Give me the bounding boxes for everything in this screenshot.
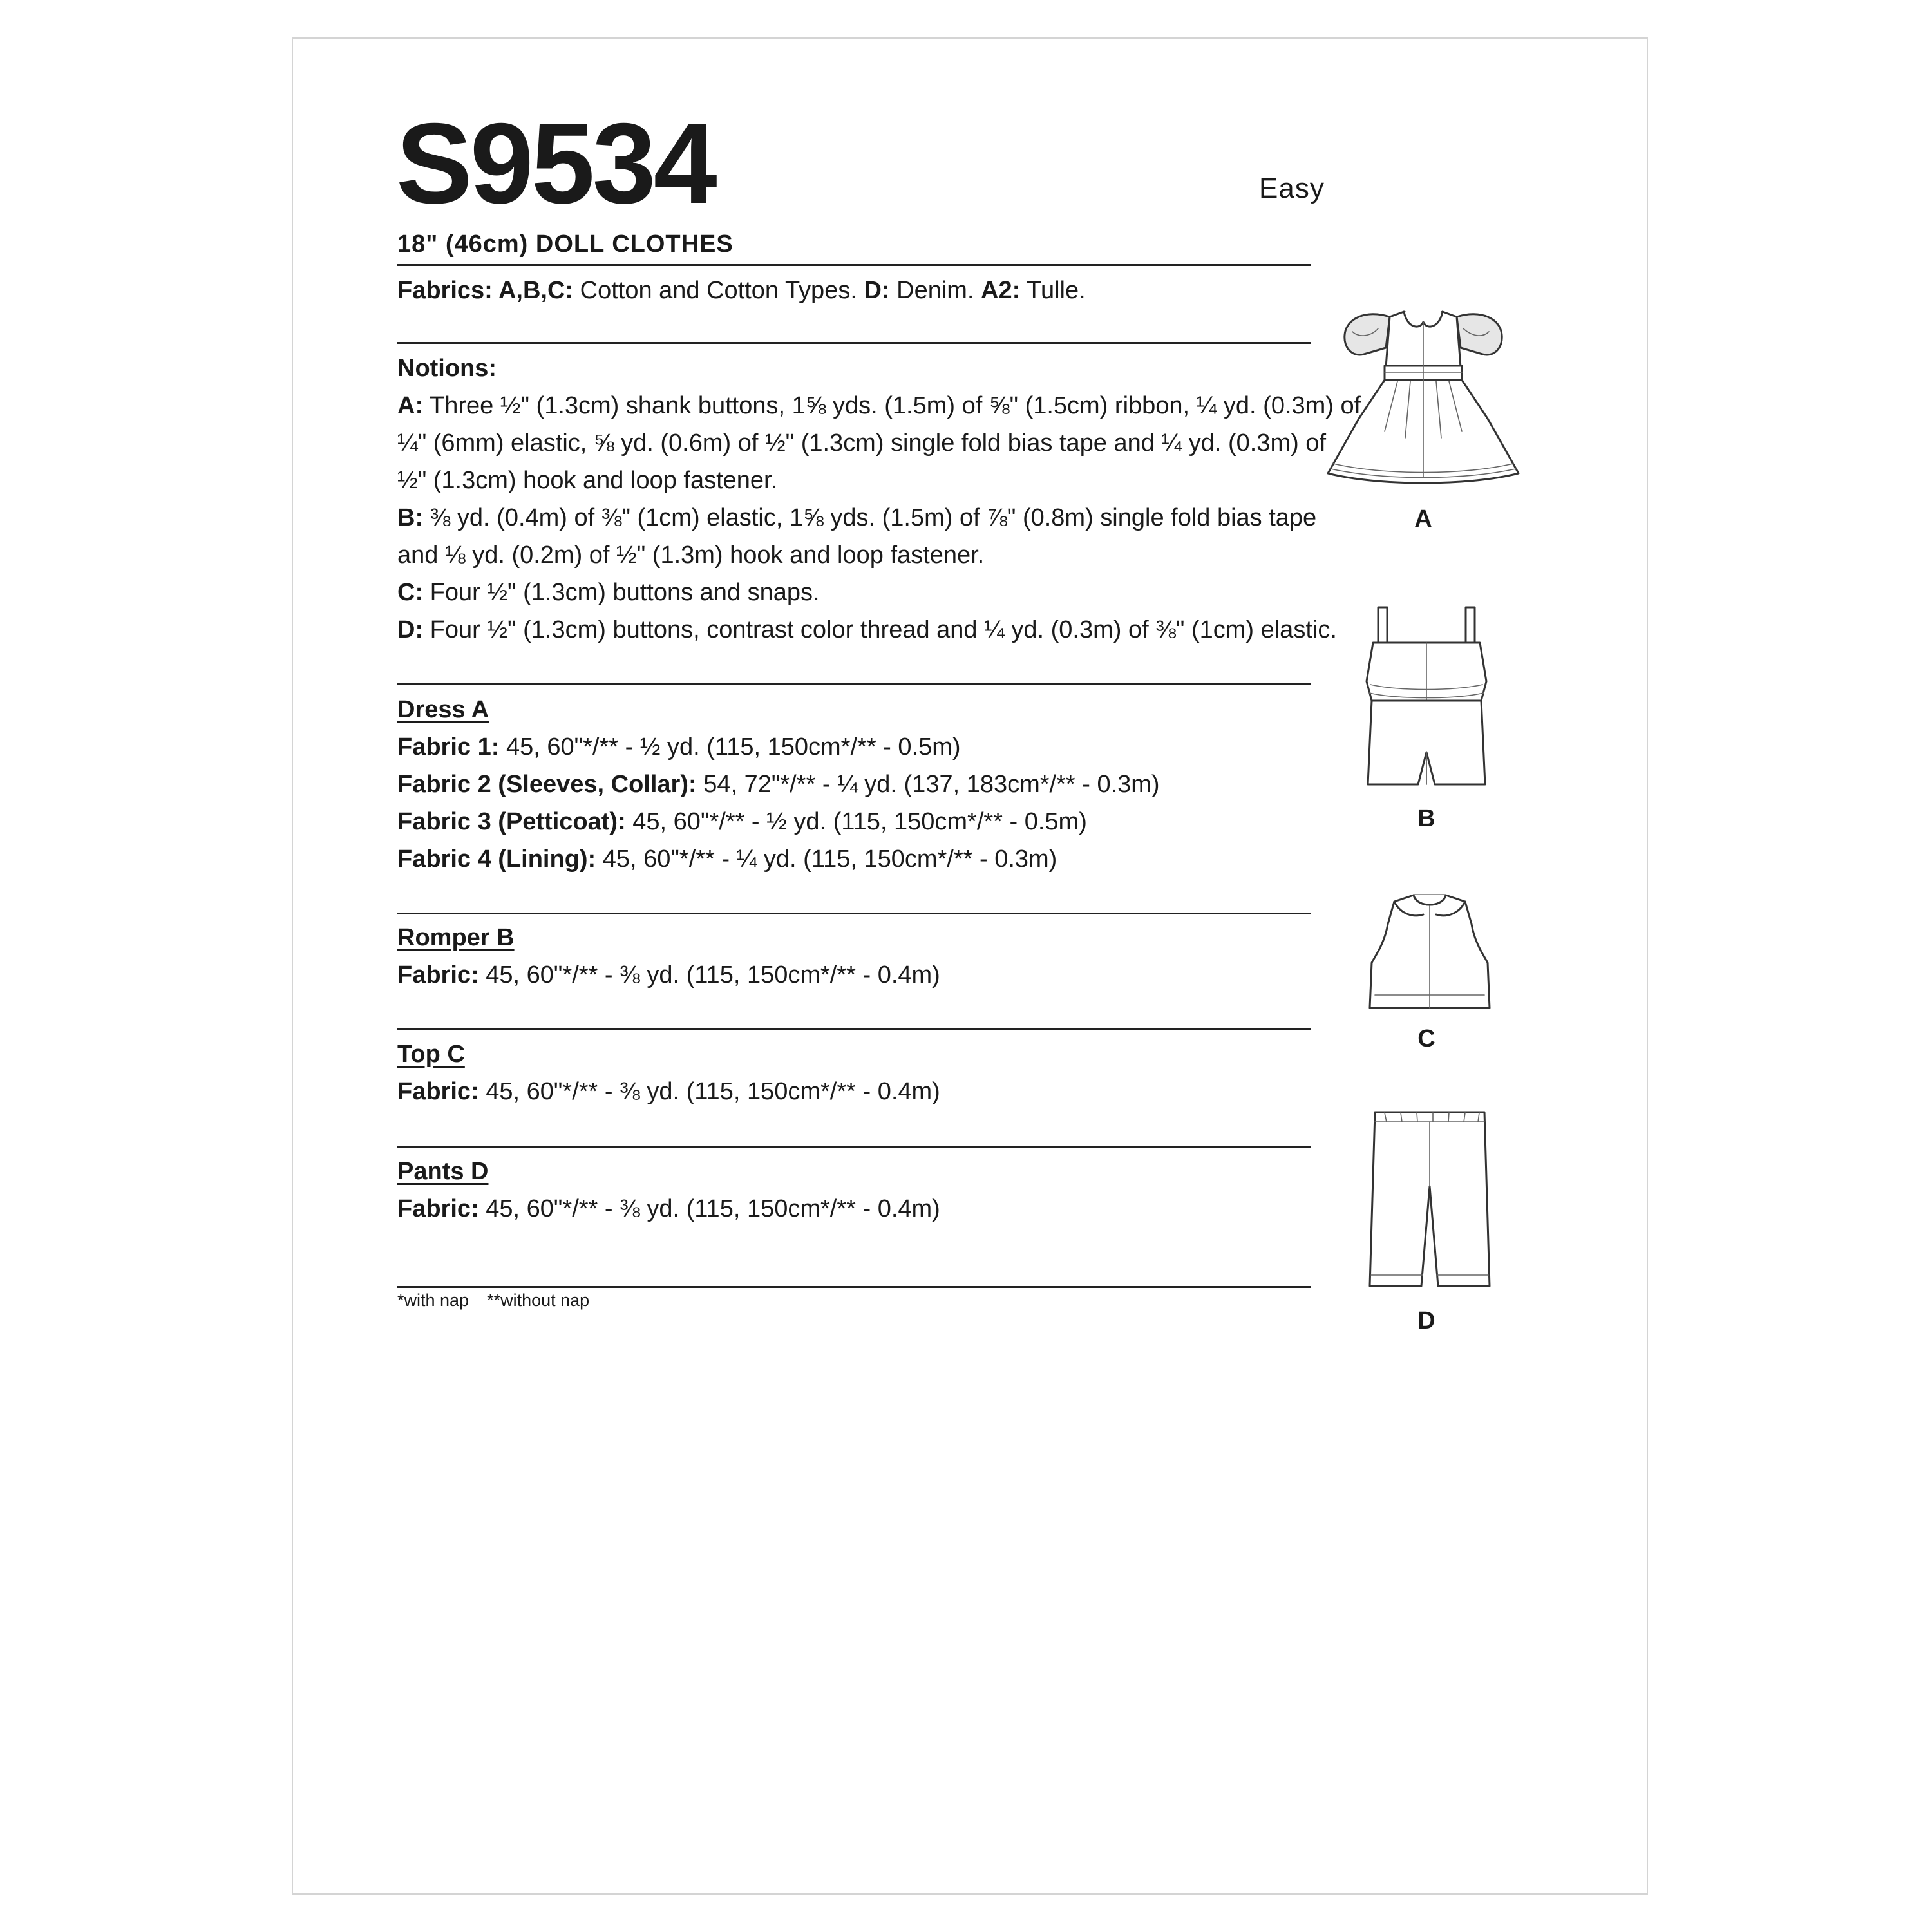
fabric-row-label: Fabric: (397, 1078, 479, 1105)
top-c-heading: Top C (397, 1041, 465, 1068)
dress-a-heading: Dress A (397, 696, 489, 723)
notions-heading: Notions: (397, 355, 497, 382)
notions-a-line1 (397, 387, 1361, 424)
with-nap-note: *with nap (397, 1291, 469, 1310)
view-b-label: B (1417, 805, 1435, 832)
pants-d-fabric-row (397, 1190, 940, 1227)
fabrics-d-text: Denim. (889, 277, 981, 304)
notions-b-line1 (397, 499, 1316, 536)
top-c-fabric-row (397, 1073, 940, 1110)
notions-a-text: Three ½" (1.3cm) shank buttons, 1⅝ yds. (1.5m) of ⅝" (1.5cm) ribbon, ¼ yd. (0.3m) of (423, 392, 1361, 419)
dress-a-fabric-row (397, 766, 1160, 803)
notions-c-line1 (397, 574, 820, 611)
fabrics-line (397, 272, 1086, 309)
divider (397, 1146, 1311, 1148)
fabric-row-value: 45, 60"*/** - ⅜ yd. (115, 150cm*/** - 0.4m) (478, 1195, 940, 1222)
divider (397, 1028, 1311, 1030)
fabrics-abc-label: Fabrics: A,B,C: (397, 277, 574, 304)
notions-c-text: Four ½" (1.3cm) buttons and snaps. (423, 579, 820, 606)
dress-a-fabric-row (397, 803, 1087, 840)
divider (397, 264, 1311, 266)
notions-a-line2: ¼" (6mm) elastic, ⅝ yd. (0.6m) of ½" (1.3cm) single fold bias tape and ¼ yd. (0.3m) of (397, 430, 1326, 457)
fabric-row-label: Fabric: (397, 961, 479, 989)
notions-a-label: A: (397, 392, 424, 419)
dress-a-fabric-row (397, 728, 961, 766)
notions-b-label: B: (397, 504, 424, 531)
view-d-label: D (1417, 1307, 1435, 1334)
fabric-row-label: Fabric 3 (Petticoat): (397, 808, 626, 835)
divider (397, 1286, 1311, 1288)
pattern-title: 18" (46cm) DOLL CLOTHES (397, 231, 734, 258)
fabric-row-value: 45, 60"*/** - ⅜ yd. (115, 150cm*/** - 0.4m) (478, 1078, 940, 1105)
fabrics-abc-text: Cotton and Cotton Types. (573, 277, 864, 304)
view-a-label: A (1414, 506, 1432, 533)
fabrics-a2-label: A2: (981, 277, 1021, 304)
nap-footnote (397, 1291, 607, 1311)
romper-b-heading: Romper B (397, 924, 515, 951)
notions-c-label: C: (397, 579, 424, 606)
view-a-dress-illustration (1314, 303, 1533, 489)
fabrics-d-label: D: (864, 277, 890, 304)
fabric-row-value: 45, 60"*/** - ¼ yd. (115, 150cm*/** - 0.3m) (596, 846, 1057, 873)
fabric-row-value: 54, 72"*/** - ¼ yd. (137, 183cm*/** - 0.3m) (696, 771, 1160, 798)
romper-b-fabric-row (397, 956, 940, 994)
pants-d-heading: Pants D (397, 1158, 489, 1185)
fabrics-a2-text: Tulle. (1020, 277, 1086, 304)
view-c-label: C (1417, 1025, 1435, 1052)
fabric-row-value: 45, 60"*/** - ⅜ yd. (115, 150cm*/** - 0.4m) (478, 961, 940, 989)
divider (397, 683, 1311, 685)
without-nap-note: **without nap (487, 1291, 590, 1310)
notions-a-line3: ½" (1.3cm) hook and loop fastener. (397, 467, 778, 494)
notions-b-line2: and ⅛ yd. (0.2m) of ½" (1.3m) hook and loop fastener. (397, 542, 985, 569)
difficulty-label: Easy (1259, 173, 1325, 204)
divider (397, 913, 1311, 914)
divider (397, 342, 1311, 344)
view-b-romper-illustration (1359, 604, 1494, 791)
pattern-number: S9534 (396, 99, 715, 227)
view-c-top-illustration (1362, 892, 1497, 1014)
notions-d-line1 (397, 611, 1337, 649)
fabric-row-label: Fabric: (397, 1195, 479, 1222)
notions-b-text: ⅜ yd. (0.4m) of ⅜" (1cm) elastic, 1⅝ yds. (1.5m) of ⅞" (0.8m) single fold bias tape (423, 504, 1317, 531)
fabric-row-value: 45, 60"*/** - ½ yd. (115, 150cm*/** - 0.5m) (499, 734, 961, 761)
notions-d-label: D: (397, 616, 424, 643)
fabric-row-label: Fabric 2 (Sleeves, Collar): (397, 771, 697, 798)
fabric-row-label: Fabric 4 (Lining): (397, 846, 596, 873)
dress-a-fabric-row (397, 840, 1057, 878)
view-d-pants-illustration (1362, 1109, 1497, 1293)
fabric-row-label: Fabric 1: (397, 734, 500, 761)
notions-d-text: Four ½" (1.3cm) buttons, contrast color thread and ¼ yd. (0.3m) of ⅜" (1cm) elastic. (423, 616, 1337, 643)
fabric-row-value: 45, 60"*/** - ½ yd. (115, 150cm*/** - 0.5m) (625, 808, 1087, 835)
